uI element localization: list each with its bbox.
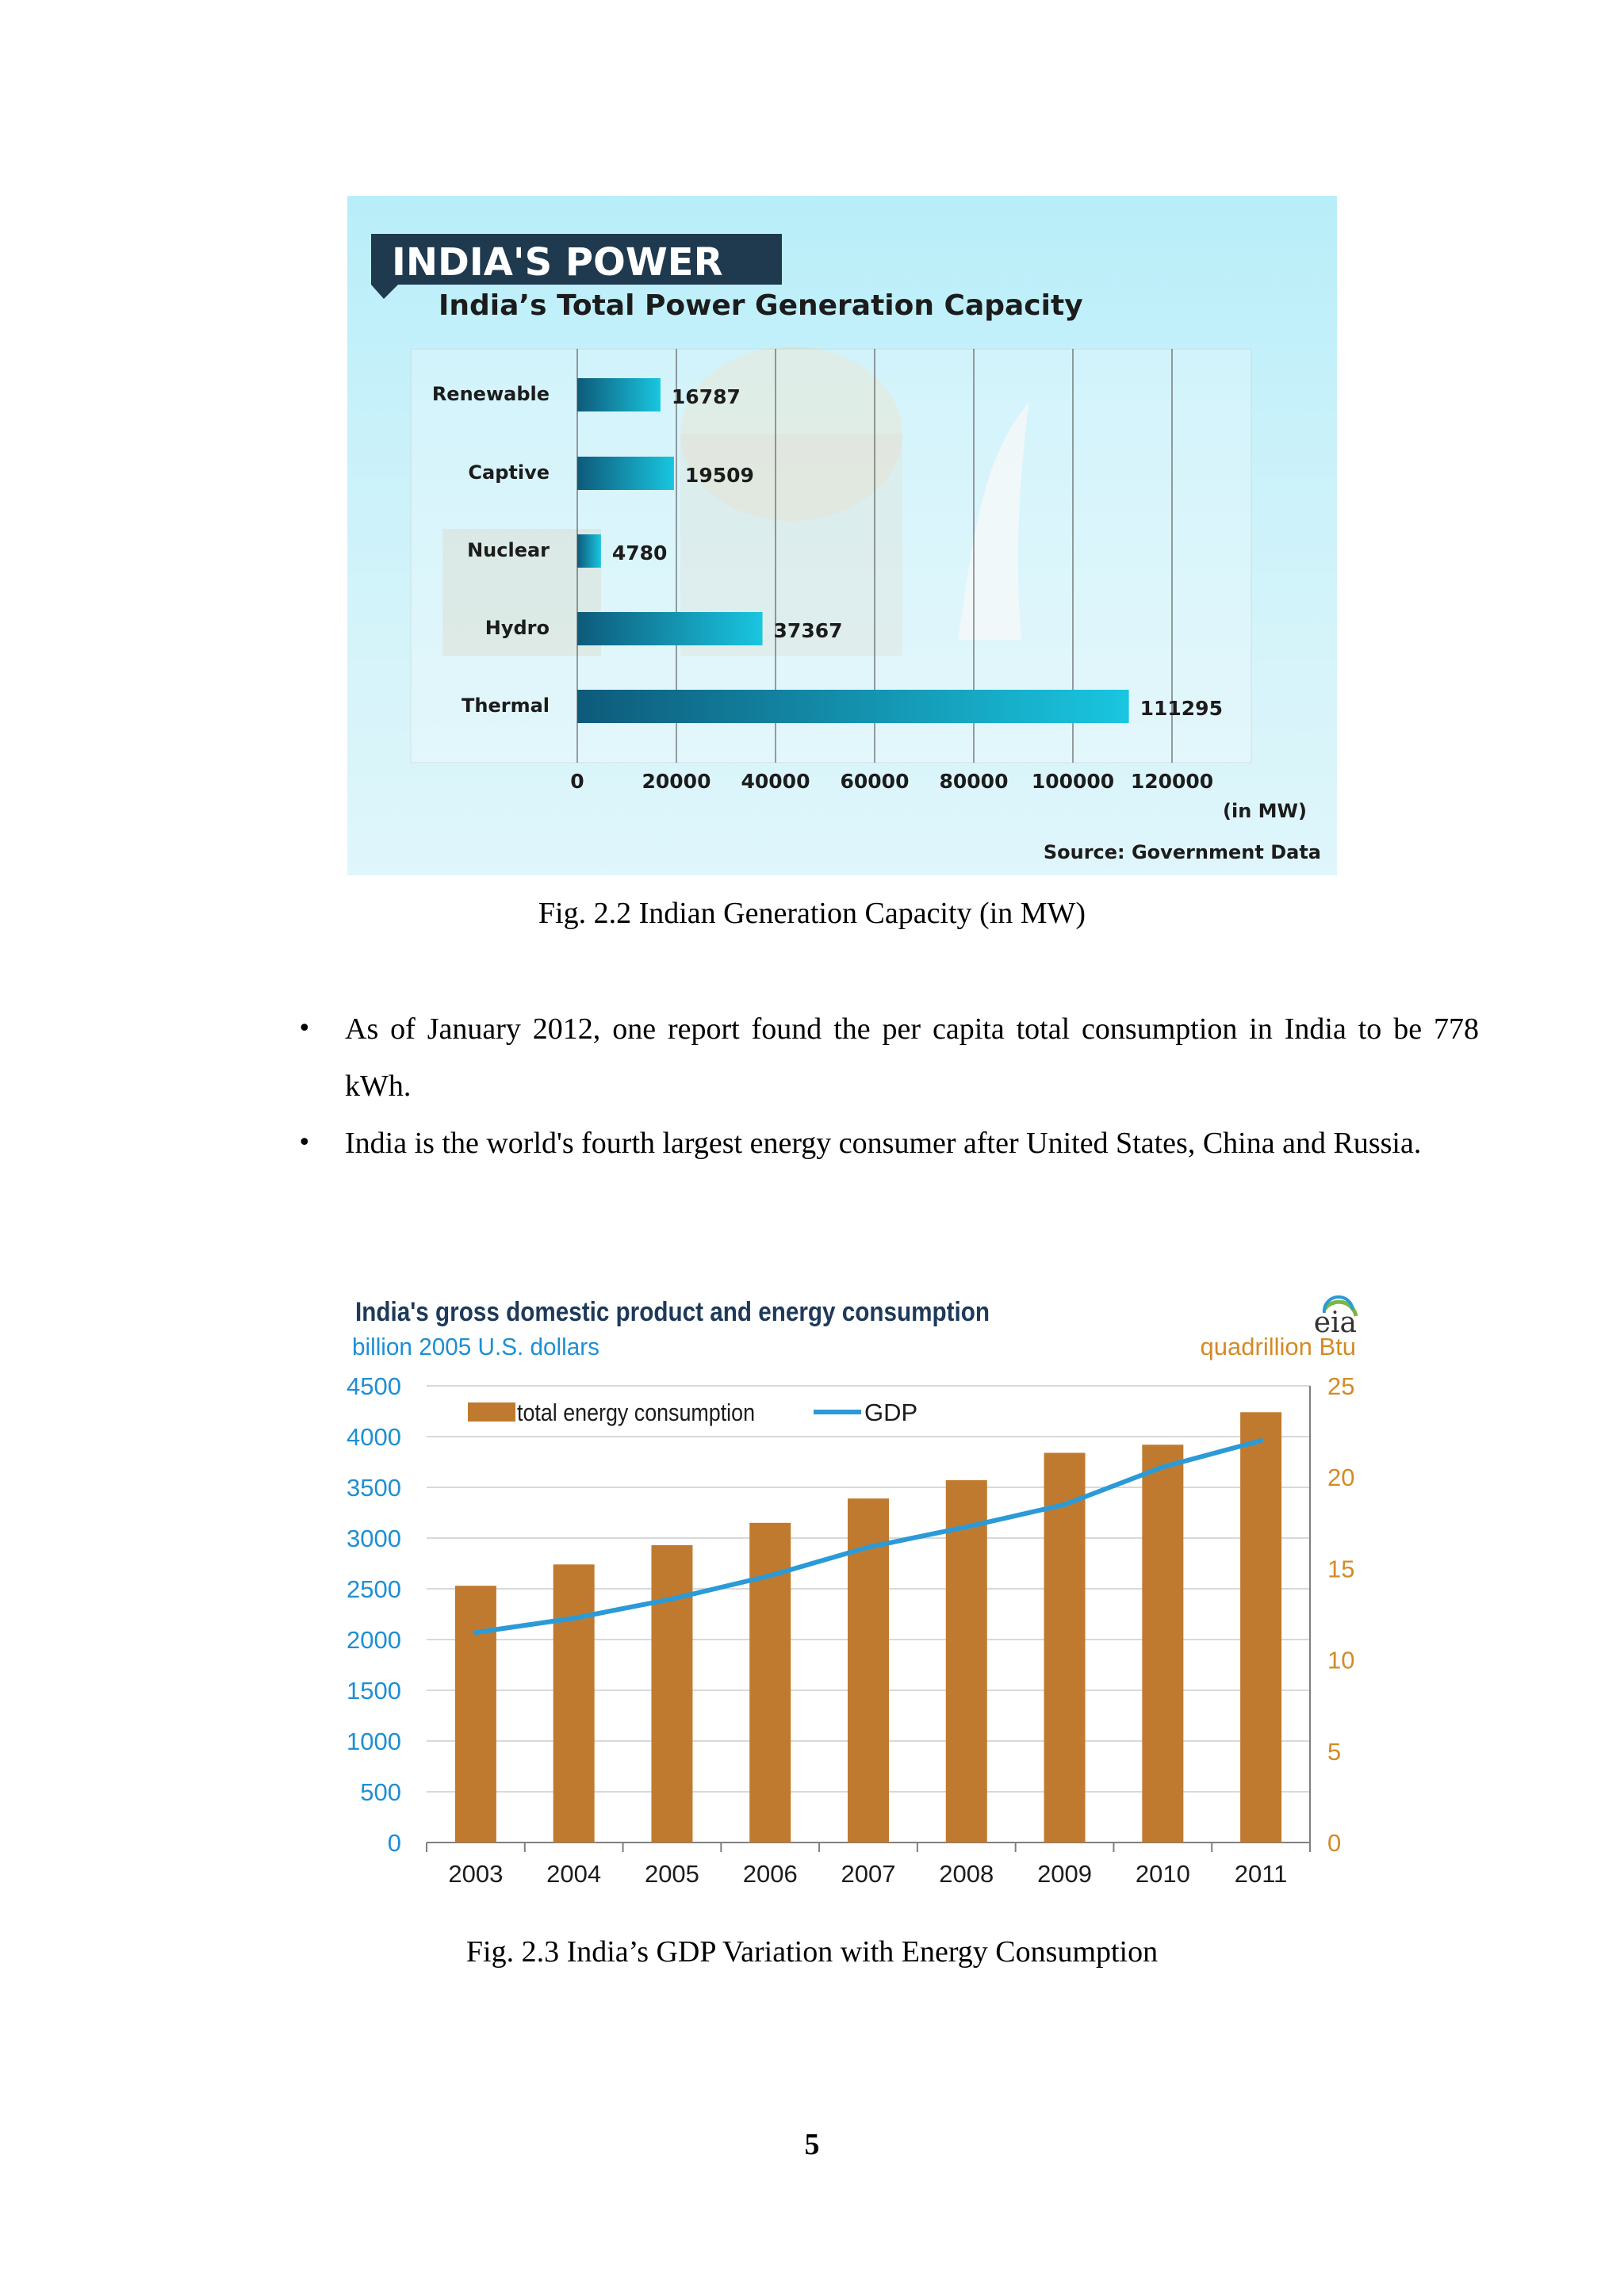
value-label: 111295 <box>1139 697 1223 720</box>
bar <box>577 457 674 490</box>
right-tick-label: 10 <box>1327 1646 1355 1674</box>
x-tick-label: 80000 <box>939 770 1009 793</box>
left-tick-label: 500 <box>360 1778 401 1806</box>
x-tick-label: 120000 <box>1130 770 1214 793</box>
chart-title: India's gross domestic product and energy consumption <box>355 1297 990 1327</box>
bullet-icon: • <box>297 1129 312 1157</box>
figure-2-3-caption: Fig. 2.3 India’s GDP Variation with Energy Consumption <box>465 1935 1159 1969</box>
x-tick-label: 40000 <box>741 770 810 793</box>
legend-swatch-bar <box>468 1402 515 1422</box>
banner-text: INDIA'S POWER <box>392 240 723 285</box>
bullet-icon: • <box>297 1015 312 1043</box>
bar <box>455 1586 496 1843</box>
bar <box>651 1545 692 1843</box>
left-tick-label: 4500 <box>347 1372 401 1400</box>
bar <box>1044 1452 1086 1843</box>
bar <box>577 690 1129 723</box>
power-capacity-chart <box>347 196 1337 875</box>
figure-gdp-energy <box>341 1292 1364 1903</box>
bullet-text: As of January 2012, one report found the per capita total consumption in India to be 778 kWh. <box>345 1012 1479 1103</box>
bullet-item <box>289 1115 1479 1172</box>
x-tick-label: 60000 <box>840 770 910 793</box>
x-tick-label: 2004 <box>546 1860 602 1888</box>
x-tick-label: 2010 <box>1135 1860 1190 1888</box>
left-tick-label: 3500 <box>347 1474 401 1502</box>
banner-tail <box>371 285 398 299</box>
right-tick-label: 20 <box>1327 1464 1355 1492</box>
bar <box>1142 1445 1183 1843</box>
gdp-point <box>768 1573 772 1578</box>
category-label: Nuclear <box>467 539 550 561</box>
left-tick-label: 2500 <box>347 1575 401 1603</box>
value-label: 16787 <box>671 385 741 408</box>
figure-india-power-capacity <box>347 196 1337 875</box>
x-tick-label: 2007 <box>841 1860 896 1888</box>
gdp-point <box>1160 1464 1165 1469</box>
bar <box>946 1480 987 1843</box>
x-tick-label: 2009 <box>1037 1860 1093 1888</box>
category-label: Thermal <box>462 695 550 717</box>
category-label: Renewable <box>431 383 550 405</box>
eia-logo: eia <box>1313 1307 1357 1339</box>
value-label: 4780 <box>611 541 668 564</box>
left-tick-label: 4000 <box>347 1423 401 1451</box>
right-tick-label: 5 <box>1327 1737 1342 1766</box>
chart-title: India’s Total Power Generation Capacity <box>439 289 1083 322</box>
x-tick-label: 2011 <box>1234 1860 1288 1888</box>
x-tick-label: 100000 <box>1031 770 1115 793</box>
right-tick-label: 15 <box>1327 1555 1355 1583</box>
left-tick-label: 2000 <box>347 1626 401 1654</box>
x-tick-label: 0 <box>570 770 584 793</box>
bullet-list <box>289 1001 1479 1172</box>
gdp-point <box>572 1616 576 1621</box>
x-tick-label: 2003 <box>448 1860 504 1888</box>
page-number: 5 <box>804 2128 820 2161</box>
right-tick-label: 0 <box>1327 1829 1342 1857</box>
x-tick-label: 2006 <box>742 1860 798 1888</box>
source-label: Source: Government Data <box>1043 841 1321 863</box>
figure-2-2-caption: Fig. 2.2 Indian Generation Capacity (in MW) <box>538 897 1086 930</box>
gdp-energy-chart <box>341 1292 1364 1903</box>
bar <box>553 1564 595 1843</box>
left-tick-label: 1500 <box>347 1677 401 1705</box>
x-tick-label: 2008 <box>939 1860 994 1888</box>
gdp-point <box>964 1525 969 1529</box>
bullet-text: India is the world's fourth largest energy consumer after United States, China and Russia. <box>345 1127 1422 1160</box>
right-axis-label: quadrillion Btu <box>1200 1333 1356 1360</box>
value-label: 19509 <box>684 464 754 487</box>
bar <box>577 612 763 645</box>
unit-label: (in MW) <box>1223 800 1307 822</box>
category-label: Captive <box>468 461 550 484</box>
right-tick-label: 25 <box>1327 1372 1355 1400</box>
left-tick-label: 0 <box>387 1829 401 1857</box>
gdp-point <box>866 1545 871 1550</box>
value-label: 37367 <box>773 619 843 642</box>
left-tick-label: 3000 <box>347 1525 401 1552</box>
x-tick-label: 20000 <box>642 770 711 793</box>
gdp-point <box>1063 1502 1067 1507</box>
gdp-point <box>1258 1438 1263 1443</box>
gdp-point <box>473 1630 478 1635</box>
bar <box>577 534 601 568</box>
legend-label-gdp: GDP <box>864 1399 918 1426</box>
left-axis-label: billion 2005 U.S. dollars <box>352 1333 599 1360</box>
bullet-item <box>289 1001 1479 1115</box>
bar <box>1240 1412 1281 1843</box>
x-tick-label: 2005 <box>644 1860 699 1888</box>
category-label: Hydro <box>485 617 550 639</box>
left-tick-label: 1000 <box>347 1728 401 1755</box>
gdp-point <box>669 1597 674 1601</box>
bar <box>577 378 661 411</box>
legend-label-energy: total energy consumption <box>517 1399 755 1426</box>
